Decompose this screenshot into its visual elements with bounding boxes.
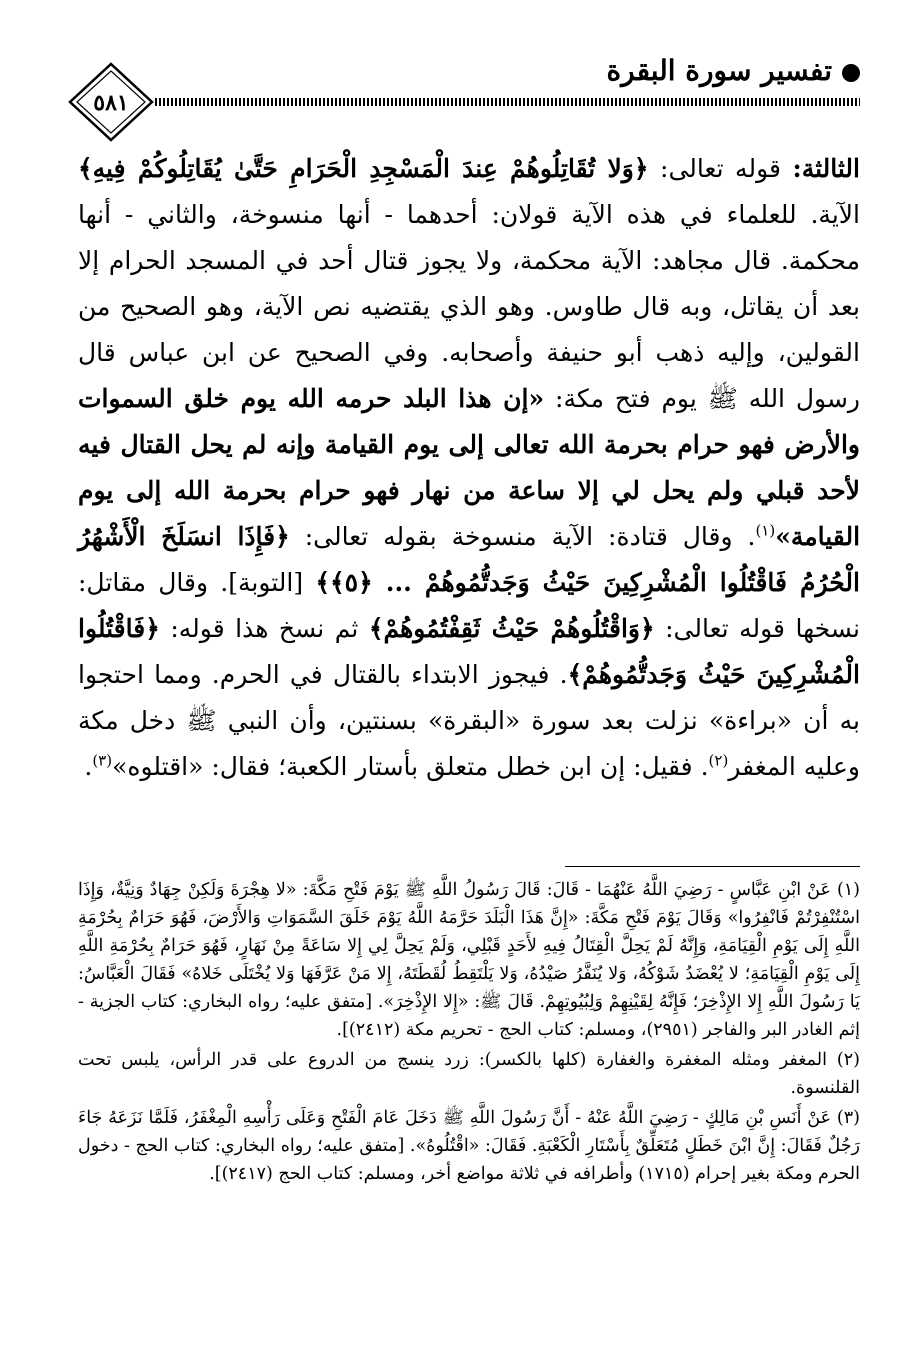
page-header (60, 40, 860, 130)
running-title-text: تفسير سورة البقرة (606, 54, 832, 87)
footnote-text: عَنْ أَنَسِ بْنِ مَالِكٍ - رَضِيَ اللَّهُ عَنْهُ - أَنَّ رَسُولَ اللَّهِ ﷺ دَخَلَ عَامَ الْفَتْحِ وَعَلَى رَأْسِهِ الْمِغْفَرُ، فَلَمَّا نَزَعَهُ جَاءَ رَجُلٌ فَقَالَ: إِنَّ ابْنَ خَطَلٍ مُتَعَلِّقٌ بِأَسْتَارِ الْكَعْبَةِ. فَقَالَ: «اقْتُلُوهُ». [متفق عليه؛ رواه البخاري: كتاب الحج - دخول الحرم ومكة بغير إحرام (١٧١٥) وأطرافه في ثلاثة مواضع أخر، ومسلم: كتاب الحج (٢٤١٧)]. (78, 1108, 860, 1184)
footnote-separator (565, 866, 860, 867)
page-number: ٥٨١ (93, 90, 129, 116)
footnote (78, 1046, 860, 1102)
footnote (78, 1104, 860, 1188)
footnotes (78, 876, 860, 1190)
quran-verse: ﴿وَلا تُقَاتِلُوهُمْ عِندَ الْمَسْجِدِ الْحَرَامِ حَتَّىٰ يُقَاتِلُوكُمْ فِيهِ﴾ (78, 154, 649, 183)
footnote-ref[interactable]: (٣) (92, 751, 113, 770)
header-rule (155, 98, 860, 106)
text-run: . (84, 752, 93, 781)
quran-verse: ﴿فَإِذَا انسَلَخَ الْأَشْهُرُ الْحُرُمُ فَاقْتُلُوا الْمُشْرِكِينَ حَيْثُ وَجَدتُّمُوهُمْ ... ﴿٥﴾﴾ (78, 522, 860, 597)
quran-verse: ﴿فَاقْتُلُوا الْمُشْرِكِينَ حَيْثُ وَجَدتُّمُوهُمْ﴾ (78, 614, 860, 689)
main-text (78, 146, 860, 790)
text-run: . وقال قتادة: الآية منسوخة بقوله تعالى: (304, 522, 756, 551)
footnote-number: (١) (836, 880, 860, 900)
footnote (78, 876, 860, 1044)
ornament-icon (842, 64, 860, 82)
footnote-number: (٣) (836, 1108, 860, 1128)
text-run: [التوبة]. وقال مقاتل: نسخها قوله تعالى: (78, 568, 861, 643)
page-number-badge (68, 62, 154, 142)
footnote-ref[interactable]: (٢) (708, 751, 729, 770)
text-run: ثم نسخ هذا قوله: (170, 614, 359, 643)
text-run: . فيجوز الابتداء بالقتال في الحرم. ومما احتجوا به أن «براءة» نزلت بعد سورة «البقرة» بسنتين، وأن النبي ﷺ دخل مكة وعليه المغفر (78, 660, 860, 781)
paragraph (78, 146, 860, 790)
footnote-text: المغفر ومثله المغفرة والغفارة (كلها بالكسر): زرد ينسج من الدروع على قدر الرأس، يلبس تحت القلنسوة. (78, 1050, 860, 1098)
text-run: الآية. للعلماء في هذه الآية قولان: أحدهما - أنها منسوخة، والثاني - أنها محكمة. قال مجاهد: الآية محكمة، ولا يجوز قتال أحد في المسجد الحرام إلا بعد أن يقاتل، وبه قال طاوس. وهو الذي يقتضيه نص الآية، وهو الصحيح من القولين، وإليه ذهب أبو حنيفة وأصحابه. وفي الصحيح عن ابن عباس قال رسول الله ﷺ يوم فتح مكة: (78, 200, 860, 413)
quran-verse: ﴿وَاقْتُلُوهُمْ حَيْثُ ثَقِفْتُمُوهُمْ﴾ (368, 614, 655, 643)
text-run: . فقيل: إن ابن خطل متعلق بأستار الكعبة؛ فقال: «اقتلوه» (112, 752, 709, 781)
section-label: الثالثة: (792, 154, 860, 183)
text-run: قوله تعالى: (660, 154, 781, 183)
running-title (607, 54, 861, 87)
footnote-ref[interactable]: (١) (755, 521, 776, 540)
footnote-text: عَنْ ابْنِ عَبَّاسٍ - رَضِيَ اللَّهُ عَنْهُمَا - قَالَ: قَالَ رَسُولُ اللَّهِ ﷺ يَوْمَ فَتْحِ مَكَّةَ: «لا هِجْرَةَ وَلَكِنْ جِهَادٌ وَنِيَّةٌ، وَإِذَا اسْتُنْفِرْتُمْ فَانْفِرُوا» وَقَالَ يَوْمَ فَتْحِ مَكَّةَ: «إِنَّ هَذَا الْبَلَدَ حَرَّمَهُ اللَّهُ يَوْمَ خَلَقَ السَّمَوَاتِ وَالأَرْضَ، فَهُوَ حَرَامٌ بِحُرْمَةِ اللَّهِ إِلَى يَوْمِ الْقِيَامَةِ، وَإِنَّهُ لَمْ يَحِلَّ الْقِتَالُ فِيهِ لأَحَدٍ قَبْلِي، وَلَمْ يَحِلَّ لِي إِلا سَاعَةً مِنْ نَهَارٍ، فَهُوَ حَرَامٌ بِحُرْمَةِ اللَّهِ إِلَى يَوْمِ الْقِيَامَةِ؛ لا يُعْضَدُ شَوْكُهُ، وَلا يُنَفَّرُ صَيْدُهُ، وَلا يَلْتَقِطُ لُقَطَتَهُ، إِلا مَنْ عَرَّفَهَا وَلا يُخْتَلَى خَلاهُ» فَقَالَ الْعَبَّاسُ: يَا رَسُولَ اللَّهِ إِلا الإِذْخِرَ؛ فَإِنَّهُ لِقَيْنِهِمْ وَلِبُيُوتِهِمْ. قَالَ ﷺ: «إِلا الإِذْخِرَ». [متفق عليه؛ رواه البخاري: كتاب الجزية - إثم الغادر البر والفاجر (٢٩٥١)، ومسلم: كتاب الحج - تحريم مكة (٢٤١٢)]. (78, 880, 860, 1040)
footnote-number: (٢) (836, 1050, 860, 1070)
hadith-quote: «إن هذا البلد حرمه الله يوم خلق السموات والأرض فهو حرام بحرمة الله تعالى إلى يوم القيامة وإنه لم يحل القتال فيه لأحد قبلي ولم يحل لي إلا ساعة من نهار فهو حرام بحرمة الله إلى يوم القيامة» (78, 384, 861, 551)
